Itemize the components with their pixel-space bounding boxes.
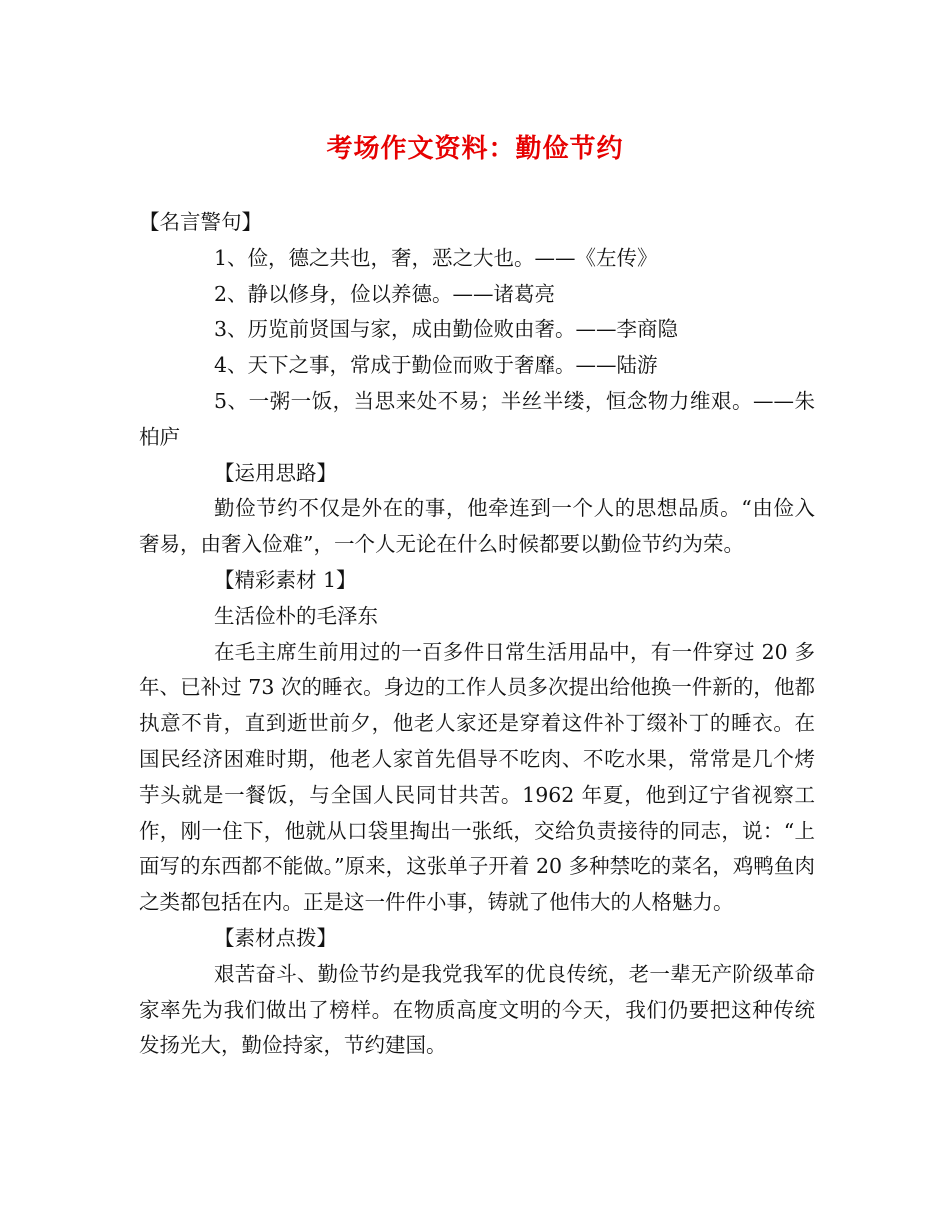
commentary-heading: 【素材点拨】 [214, 925, 337, 950]
quote-item: 2、静以修身，俭以养德。——诸葛亮 [214, 281, 556, 306]
material-body: 在毛主席生前用过的一百多件日常生活用品中，有一件穿过 20 多年、已补过 73 次的睡衣。身边的工作人员多次提出给他换一件新的，他都执意不肯，直到逝世前夕，他老人家还是穿着这件补丁缀补丁的睡衣。在国民经济困难时期，他老人家首先倡导不吃肉、不吃水果，常常是几个烤芋头就是一餐饭，与全国人民同甘共苦。1962 年夏，他到辽宁省视察工作，刚一住下，他就从口袋里掏出一张纸，交给负责接待的同志，说：“上面写的东西都不能做。”原来，这张单子开着 20 多种禁吃的菜名，鸡鸭鱼肉之类都包括在内。正是这一件件小事，铸就了他伟大的人格魅力。 [139, 639, 815, 915]
approach-body: 勤俭节约不仅是外在的事，他牵连到一个人的思想品质。“由俭入奢易，由奢入俭难”，一个人无论在什么时候都要以勤俭节约为荣。 [139, 496, 815, 557]
material-subtitle: 生活俭朴的毛泽东 [214, 603, 378, 628]
approach-heading: 【运用思路】 [214, 460, 337, 485]
document-body [139, 205, 815, 1064]
quote-item: 1、俭，德之共也，奢，恶之大也。——《左传》 [214, 245, 658, 270]
material-heading: 【精彩素材 1】 [214, 567, 357, 592]
document-title: 考场作文资料：勤俭节约 [326, 134, 624, 164]
quote-item: 5、一粥一饭，当思来处不易；半丝半缕，恒念物力维艰。——朱柏庐 [139, 388, 815, 449]
quotes-heading: 【名言警句】 [139, 210, 262, 234]
quote-item: 4、天下之事，常成于勤俭而败于奢靡。——陆游 [214, 353, 658, 378]
commentary-body: 艰苦奋斗、勤俭节约是我党我军的优良传统，老一辈无产阶级革命家率先为我们做出了榜样。在物质高度文明的今天，我们仍要把这种传统发扬光大，勤俭持家，节约建国。 [139, 961, 815, 1058]
quote-item: 3、历览前贤国与家，成由勤俭败由奢。——李商隐 [214, 317, 679, 342]
